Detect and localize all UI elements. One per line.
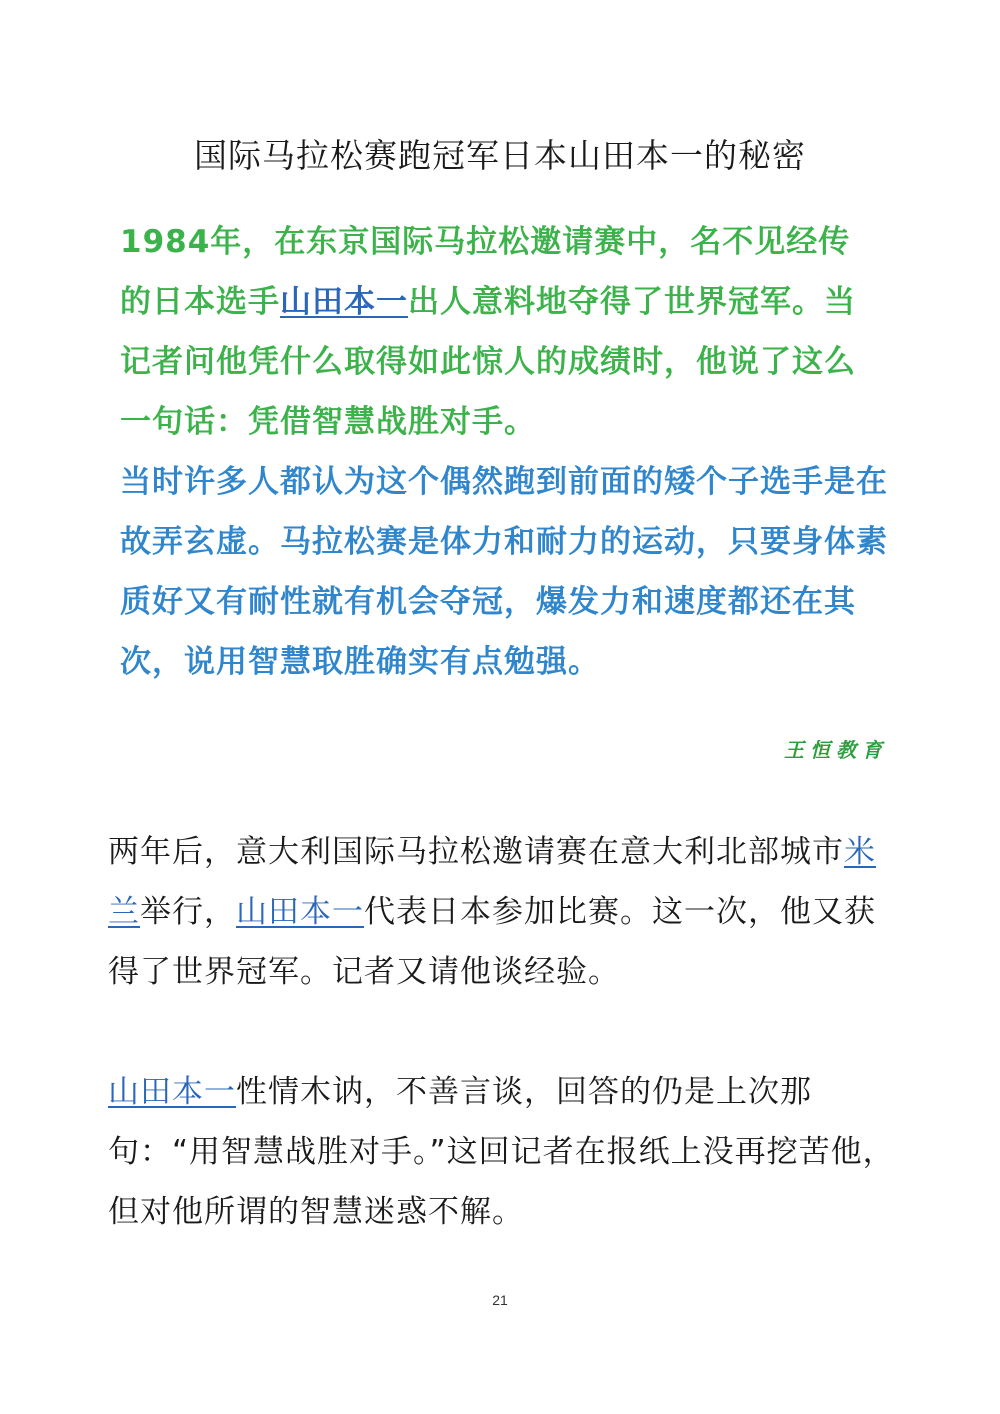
watermark-brand: 王恒教育 (784, 738, 888, 762)
link-yamada-honichi[interactable]: 山田本一 (236, 894, 364, 930)
page-number: 21 (492, 1292, 508, 1308)
document-title: 国际马拉松赛跑冠军日本山田本一的秘密 (194, 136, 806, 175)
paragraph-4 (108, 1062, 898, 1242)
paragraph-2-text: 当时许多人都认为这个偶然跑到前面的矮个子选手是在故弄玄虚。马拉松赛是体力和耐力的运动，只要身体素质好又有耐性就有机会夺冠，爆发力和速度都还在其次，说用智慧取胜确实有点勉强。 (120, 464, 888, 680)
paragraph-3-lead: 两年后，意大利国际马拉松邀请赛在意大利北部城市 (108, 834, 844, 870)
paragraph-3-mid: 举行， (140, 894, 236, 930)
paragraph-2 (120, 452, 890, 692)
paragraph-3-tail: 代表日本参加比赛。这一次，他又获得了世界冠军。记者又请他谈经验。 (108, 894, 876, 990)
link-milan[interactable]: 米兰 (108, 834, 876, 930)
paragraph-3 (108, 822, 898, 1002)
paragraph-1 (120, 212, 880, 452)
paragraph-1-tail: 出人意料地夺得了世界冠军。当记者问他凭什么取得如此惊人的成绩时，他说了这么一句话：凭借智慧战胜对手。 (120, 284, 856, 440)
paragraph-1-lead: 1984年，在东京国际马拉松邀请赛中，名不见经传的日本选手 (120, 224, 851, 320)
link-yamada-honichi[interactable]: 山田本一 (108, 1074, 236, 1110)
link-yamada-honichi[interactable]: 山田本一 (280, 284, 408, 320)
paragraph-4-tail: 性情木讷，不善言谈，回答的仍是上次那句：“用智慧战胜对手。”这回记者在报纸上没再挖苦他，但对他所谓的智慧迷惑不解。 (108, 1074, 895, 1230)
